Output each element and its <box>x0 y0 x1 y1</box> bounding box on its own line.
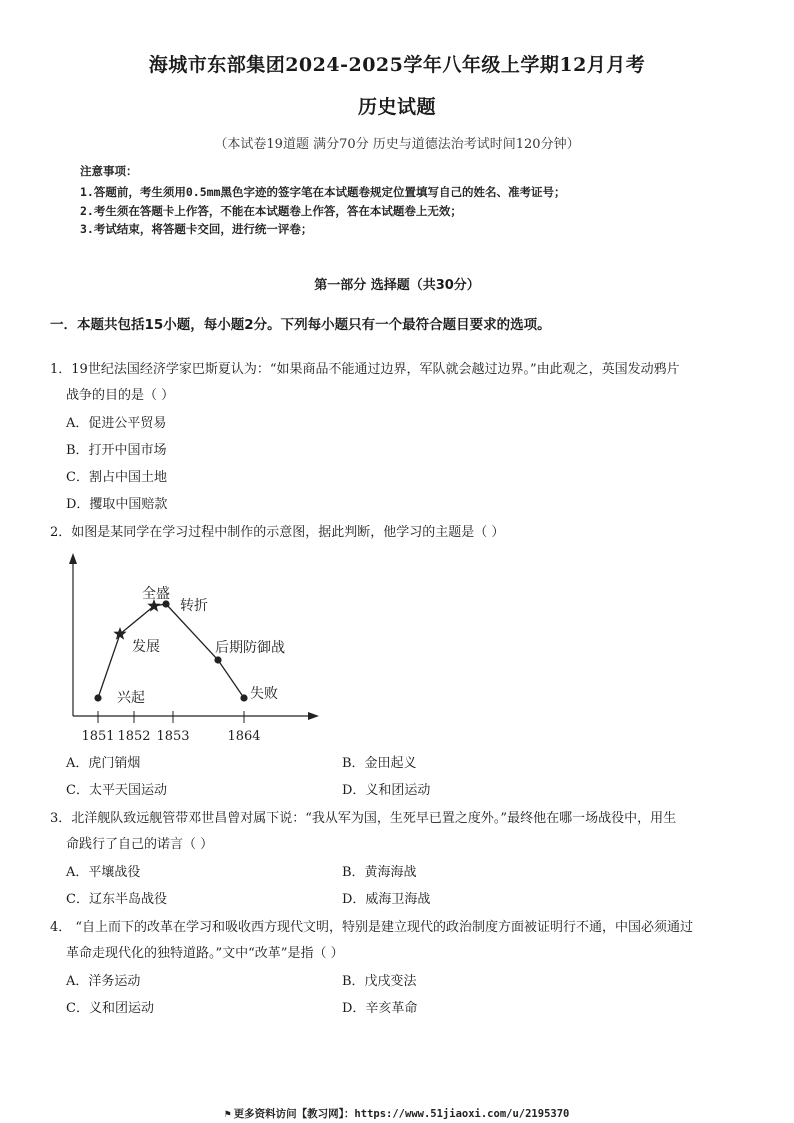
exam-subtitle: 历史试题 <box>357 96 436 118</box>
point-label: 失败 <box>250 686 278 702</box>
q4-option-d[interactable]: D．辛亥革命 <box>342 1001 418 1016</box>
exam-info: （本试卷19道题 满分70分 历史与道德法治考试时间120分钟） <box>214 137 580 152</box>
point-label: 后期防御战 <box>215 640 285 656</box>
q4-option-c[interactable]: C．义和团运动 <box>66 1001 154 1016</box>
footer-link[interactable] <box>0 1106 794 1121</box>
flag-icon: ⚑ <box>224 1109 231 1120</box>
x-tick-label: 1852 <box>117 729 151 744</box>
notice-item: 1.答题前，考生须用0.5mm黑色字迹的签字笔在本试题卷规定位置填写自己的姓名、准考证号； <box>80 185 566 199</box>
q1-option-c[interactable]: C．割占中国土地 <box>66 470 167 485</box>
section-intro: 一．本题共包括15小题，每小题2分。下列每小题只有一个最符合题目要求的选项。 <box>50 317 551 333</box>
q1-stem-line2: 战争的目的是（ ） <box>66 388 175 403</box>
point-dot-marker <box>94 694 101 701</box>
exam-title: 海城市东部集团2024-2025学年八年级上学期12月月考 <box>148 54 646 76</box>
q3-stem-line1: 3．北洋舰队致远舰管带邓世昌曾对属下说：“我从军为国，生死早已置之度外。”最终他在哪一场战役中，用生 <box>50 811 677 826</box>
q4-stem-line1: 4． “自上而下的改革在学习和吸收西方现代文明，特别是建立现代的政治制度方面被证明行不通，中国必须通过 <box>50 920 694 935</box>
q2-stem: 2．如图是某同学在学习过程中制作的示意图，据此判断，他学习的主题是（ ） <box>50 525 505 540</box>
section-title: 第一部分 选择题（共30分） <box>314 278 480 293</box>
notice-heading: 注意事项： <box>80 164 138 178</box>
q3-option-c[interactable]: C．辽东半岛战役 <box>66 892 167 907</box>
chart-labels <box>81 585 285 744</box>
q2-option-d[interactable]: D．义和团运动 <box>342 783 431 798</box>
point-dot-marker <box>214 656 221 663</box>
x-tick-label: 1864 <box>227 729 261 744</box>
x-tick-label: 1851 <box>81 729 115 744</box>
point-label: 全盛 <box>142 586 170 602</box>
q1-option-b[interactable]: B．打开中国市场 <box>66 443 167 458</box>
x-axis-arrow <box>308 712 319 720</box>
q1-option-d[interactable]: D．攫取中国赔款 <box>66 497 168 512</box>
chart-axes <box>69 553 319 723</box>
timeline-diagram <box>60 548 330 748</box>
point-label: 发展 <box>132 639 160 655</box>
q3-option-d[interactable]: D．威海卫海战 <box>342 892 431 907</box>
q4-option-b[interactable]: B．戊戌变法 <box>342 974 417 989</box>
x-tick-label: 1853 <box>156 729 190 744</box>
q2-option-a[interactable]: A．虎门销烟 <box>66 756 141 771</box>
q1-option-a[interactable]: A．促进公平贸易 <box>66 416 167 431</box>
q3-option-a[interactable]: A．平壤战役 <box>66 865 141 880</box>
q1-stem-line1: 1．19世纪法国经济学家巴斯夏认为：“如果商品不能通过边界，军队就会越过边界。”由此观之，英国发动鸦片 <box>50 362 680 377</box>
footer-text: 更多资料访问【教习网】：https://www.51jiaoxi.com/u/2195370 <box>233 1108 570 1120</box>
q3-stem-line2: 命践行了自己的诺言（ ） <box>66 837 214 852</box>
notice-item: 2.考生须在答题卡上作答，不能在本试题卷上作答，答在本试题卷上无效； <box>80 204 462 218</box>
q4-option-a[interactable]: A．洋务运动 <box>66 974 141 989</box>
point-label: 转折 <box>180 598 208 614</box>
q4-stem-line2: 革命走现代化的独特道路。”文中“改革”是指（ ） <box>66 946 344 961</box>
q2-option-c[interactable]: C．太平天国运动 <box>66 783 167 798</box>
y-axis-arrow <box>69 553 77 564</box>
point-dot-marker <box>240 694 247 701</box>
q3-option-b[interactable]: B．黄海海战 <box>342 865 417 880</box>
point-star-marker <box>113 627 126 640</box>
notice-item: 3.考试结束，将答题卡交回，进行统一评卷； <box>80 222 313 236</box>
q2-option-b[interactable]: B．金田起义 <box>342 756 417 771</box>
point-label: 兴起 <box>117 690 145 706</box>
